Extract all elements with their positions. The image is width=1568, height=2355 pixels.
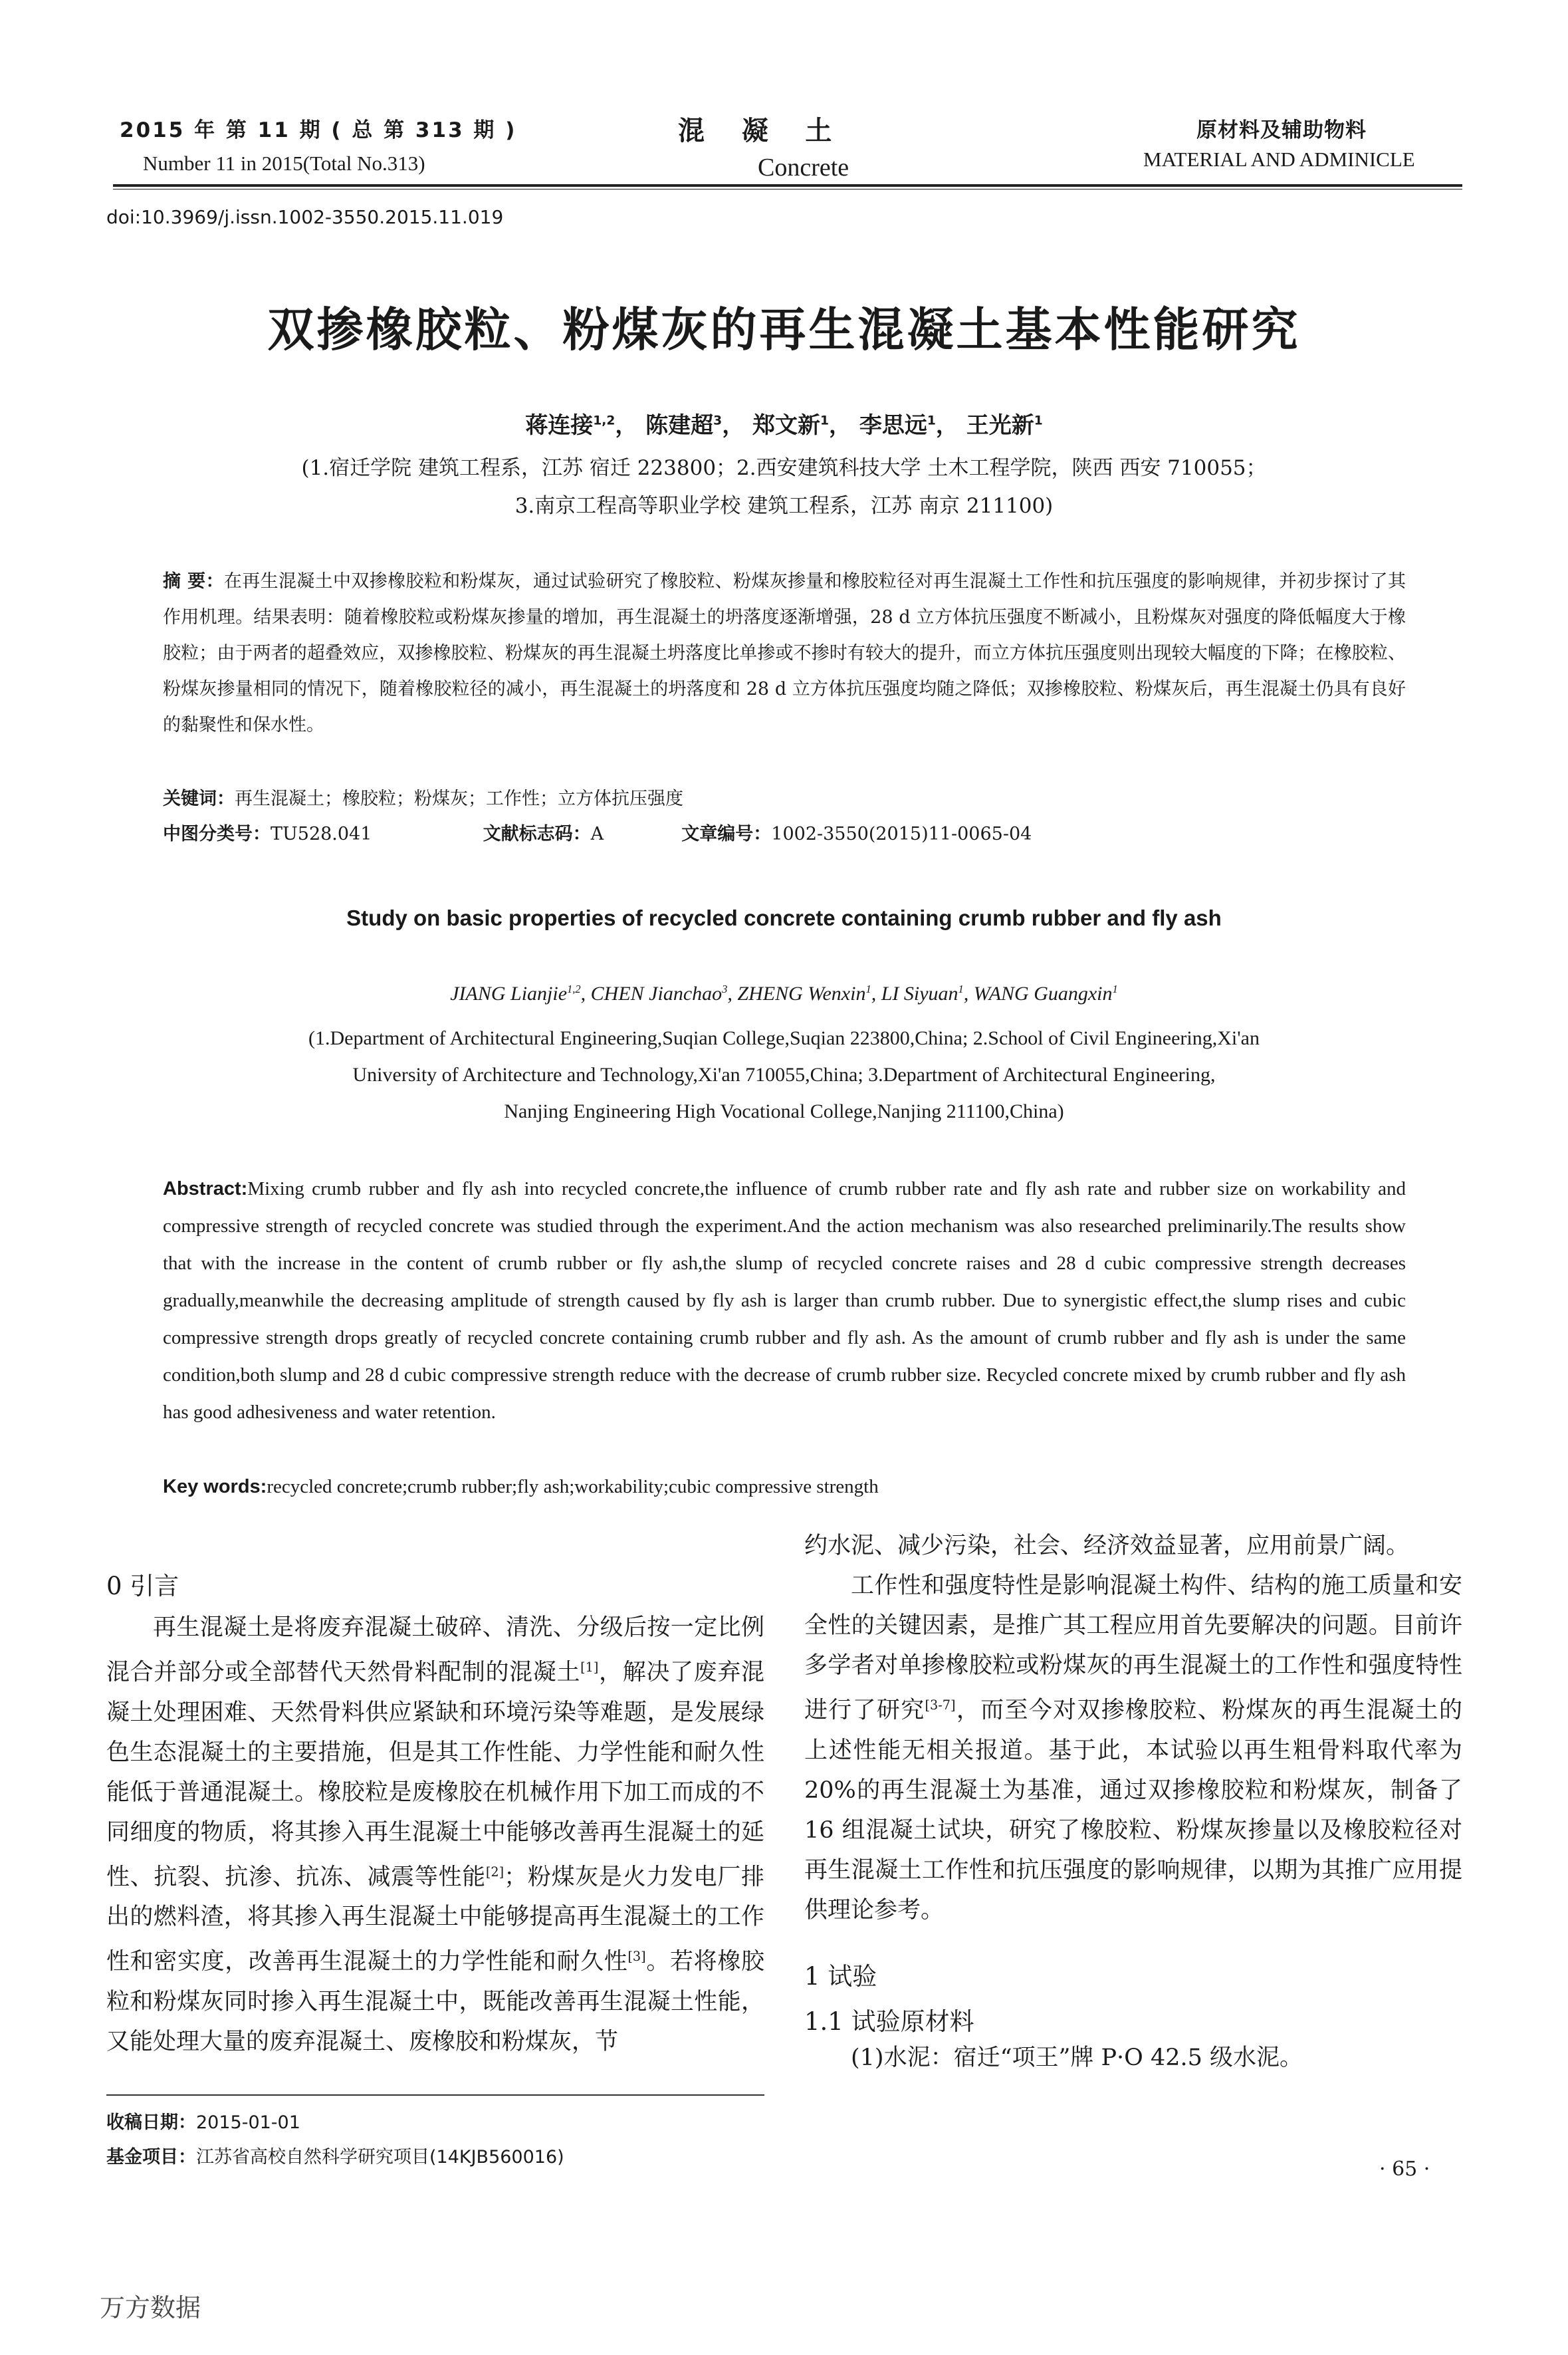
keywords-cn: [163, 781, 1406, 817]
author-en-3: ZHENG Wenxin: [737, 983, 866, 1005]
keywords-en-label: Key words:: [163, 1476, 267, 1497]
intro-text-2b: ，而至今对双掺橡胶粒、粉煤灰的再生混凝土的上述性能无相关报道。基于此，本试验以再生粗骨料取代率为 20%的再生混凝土为基准，通过双掺橡胶粒和粉煤灰，制备了 16 组混凝土试块，研究了橡胶粒、粉煤灰掺量以及橡胶粒径对再生混凝土工作性和抗压强度的影响规律，以期为其推广应用提供理论参考。: [804, 1697, 1462, 1923]
author-en-1-sup: 1,2: [567, 983, 581, 995]
issue-en: Number 11 in 2015(Total No.313): [143, 152, 425, 175]
doc-code-value: A: [590, 824, 604, 844]
abstract-cn-label: 摘 要：: [163, 571, 224, 592]
doc-code-label: 文献标志码：: [483, 824, 591, 844]
abstract-en-text: Mixing crumb rubber and fly ash into recycled concrete,the influence of crumb rubber rate and fly ash rate and rubber size on workability and compressive strength of recycled concrete was studied through the experiment.And the action mechanism was also researched preliminarily.The results show that with the increase in the content of crumb rubber or fly ash,the slump of recycled concrete raises and 28 d cubic compressive strength decreases gradually,meanwhile the decreasing amplitude of strength caused by fly ash is larger than crumb rubber. Due to synergistic effect,the slump rises and cubic compressive strength drops greatly of recycled concrete containing crumb rubber and fly ash. As the amount of crumb rubber and fly ash is under the same condition,both slump and 28 d cubic compressive strength reduce with the decrease of crumb rubber size. Recycled concrete mixed by crumb rubber and fly ash has good adhesiveness and water retention.: [163, 1178, 1406, 1423]
intro-continuation: 约水泥、减少污染，社会、经济效益显著，应用前景广阔。: [804, 1533, 1410, 1559]
ref-3-7: [3-7]: [925, 1697, 956, 1713]
received-value: 2015-01-01: [196, 2112, 300, 2133]
ref-3: [3]: [627, 1949, 646, 1965]
paper-title-en: Study on basic properties of recycled concrete containing crumb rubber and fly ash: [346, 906, 1222, 930]
affiliation-en-3: Nanjing Engineering High Vocational College,Nanjing 211100,China): [504, 1100, 1064, 1122]
ref-1: [1]: [580, 1660, 599, 1675]
section-en: MATERIAL AND ADMINICLE: [1143, 148, 1415, 171]
journal-en: Concrete: [758, 154, 849, 182]
clc-value: TU528.041: [271, 824, 372, 844]
ref-2: [2]: [485, 1864, 504, 1880]
paper-title-cn: 双掺橡胶粒、粉煤灰的再生混凝土基本性能研究: [267, 303, 1301, 357]
doi: doi:10.3969/j.issn.1002-3550.2015.11.019: [106, 206, 504, 228]
clc-label: 中图分类号：: [163, 824, 271, 844]
section-1-1-heading: 1.1 试验原材料: [804, 2007, 974, 2036]
author-2-sup: 3: [713, 414, 723, 428]
intro-text-1: 再生混凝土是将废弃混凝土破碎、清洗、分级后按一定比例混合并部分或全部替代天然骨料配制的混凝土: [106, 1614, 764, 1686]
affiliation-cn-1: (1.宿迁学院 建筑工程系，江苏 宿迁 223800；2.西安建筑科技大学 土木工程学院，陕西 西安 710055；: [301, 456, 1267, 480]
fund-value: 江苏省高校自然科学研究项目(14KJB560016): [196, 2147, 564, 2168]
author-en-2: CHEN Jianchao: [590, 983, 723, 1005]
author-en-4-sup: 1: [958, 983, 964, 995]
fund-label: 基金项目：: [106, 2147, 196, 2168]
author-en-5-sup: 1: [1112, 983, 1118, 995]
journal-cn: 混 凝 土: [678, 116, 832, 146]
issue-cn: 2015 年 第 11 期 ( 总 第 313 期 ): [120, 118, 517, 142]
keywords-cn-label: 关键词：: [163, 789, 235, 809]
authors-en: JIANG Lianjie$^{1,2}$, CHEN Jianchao$^3$, ZHENG Wenxin$^1$, LI Siyuan$^1$, WANG Guangxin$^1$: [450, 983, 1118, 1005]
watermark: 万方数据: [100, 2293, 201, 2322]
author-en-3-sup: 1: [865, 983, 871, 995]
intro-text-1d: 。若将橡胶粒和粉煤灰同时掺入再生混凝土中，既能改善再生混凝土性能，又能处理大量的废弃混凝土、废橡胶和粉煤灰，节: [106, 1948, 764, 2055]
right-column: [804, 1526, 1462, 1930]
author-3: 郑文新: [752, 412, 821, 439]
author-2: 陈建超: [645, 412, 714, 439]
abstract-en-label: Abstract:: [163, 1178, 248, 1199]
intro-text-1c: ；粉煤灰是火力发电厂排出的燃料渣，将其掺入再生混凝土中能够提高再生混凝土的工作性和密实度，改善再生混凝土的力学性能和耐久性: [106, 1864, 764, 1975]
article-no-value: 1002-3550(2015)11-0065-04: [771, 824, 1032, 844]
page-number: · 65 ·: [1379, 2158, 1430, 2181]
author-en-5: WANG Guangxin: [973, 983, 1113, 1005]
author-en-4: LI Siyuan: [881, 983, 958, 1005]
affiliation-en-2: University of Architecture and Technology,Xi'an 710055,China; 3.Department of Architectural Engineering,: [352, 1064, 1216, 1086]
abstract-cn-text: 在再生混凝土中双掺橡胶粒和粉煤灰，通过试验研究了橡胶粒、粉煤灰掺量和橡胶粒径对再生混凝土工作性和抗压强度的影响规律，并初步探讨了其作用机理。结果表明：随着橡胶粒或粉煤灰掺量的增加，再生混凝土的坍落度逐渐增强，28 d 立方体抗压强度不断减小，且粉煤灰对强度的降低幅度大于橡胶粒；由于两者的超叠效应，双掺橡胶粒、粉煤灰的再生混凝土坍落度比单掺或不掺时有较大的提升，而立方体抗压强度则出现较大幅度的下降；在橡胶粒、粉煤灰掺量相同的情况下，随着橡胶粒径的减小，再生混凝土的坍落度和 28 d 立方体抗压强度均随之降低；双掺橡胶粒、粉煤灰后，再生混凝土仍具有良好的黏聚性和保水性。: [163, 571, 1406, 735]
authors-cn: 蒋连接$^{1,2}$， 陈建超$^3$， 郑文新$^1$， 李思远$^1$， 王光新$^1$: [525, 412, 1043, 439]
author-3-sup: 1: [820, 414, 830, 428]
fund-project: [106, 2142, 564, 2168]
affiliation-cn-2: 3.南京工程高等职业学校 建筑工程系，江苏 南京 211100): [514, 494, 1054, 518]
received-date: [106, 2108, 300, 2134]
section-cn: 原材料及辅助物料: [1196, 118, 1367, 142]
left-column: [106, 1608, 764, 2062]
keywords-en: [163, 1468, 1406, 1505]
intro-text-2: 工作性和强度特性是影响混凝土构件、结构的施工质量和安全性的关键因素，是推广其工程应用首先要解决的问题。目前许多学者对单掺橡胶粒或粉煤灰的再生混凝土的工作性和强度特性进行了研究: [804, 1572, 1462, 1724]
section-0-heading: 0 引言: [106, 1572, 179, 1600]
intro-paragraph-2: [804, 1566, 1462, 1930]
author-5-sup: 1: [1034, 414, 1043, 428]
author-en-2-sup: 3: [722, 983, 728, 995]
article-no-label: 文章编号：: [681, 824, 772, 844]
material-item-1: (1)水泥：宿迁“项王”牌 P·O 42.5 级水泥。: [851, 2045, 1303, 2071]
author-en-1: JIANG Lianjie: [450, 983, 568, 1005]
author-1-sup: 1,2: [593, 414, 616, 428]
author-1: 蒋连接: [525, 412, 594, 439]
keywords-en-text: recycled concrete;crumb rubber;fly ash;workability;cubic compressive strength: [267, 1476, 879, 1497]
header-rule-thick: [113, 184, 1462, 187]
classification-row: [163, 816, 1406, 852]
received-label: 收稿日期：: [106, 2112, 196, 2133]
abstract-en: [163, 1170, 1406, 1431]
section-1-heading: 1 试验: [804, 1962, 877, 1991]
keywords-cn-text: 再生混凝土；橡胶粒；粉煤灰；工作性；立方体抗压强度: [235, 789, 683, 809]
abstract-cn: [163, 564, 1406, 743]
intro-paragraph-1: [106, 1608, 764, 2062]
footnote-rule: [106, 2094, 764, 2096]
affiliation-en-1: (1.Department of Architectural Engineering,Suqian College,Suqian 223800,China; 2.School of Civil Engineering,Xi'an: [308, 1027, 1260, 1049]
intro-text-1b: ，解决了废弃混凝土处理困难、天然骨料供应紧缺和环境污染等难题，是发展绿色生态混凝土的主要措施，但是其工作性能、力学性能和耐久性能低于普通混凝土。橡胶粒是废橡胶在机械作用下加工而成的不同细度的物质，将其掺入再生混凝土中能够改善再生混凝土的延性、抗裂、抗渗、抗冻、减震等性能: [106, 1659, 764, 1891]
author-4: 李思远: [859, 412, 927, 439]
author-4-sup: 1: [927, 414, 936, 428]
author-5: 王光新: [966, 412, 1034, 439]
